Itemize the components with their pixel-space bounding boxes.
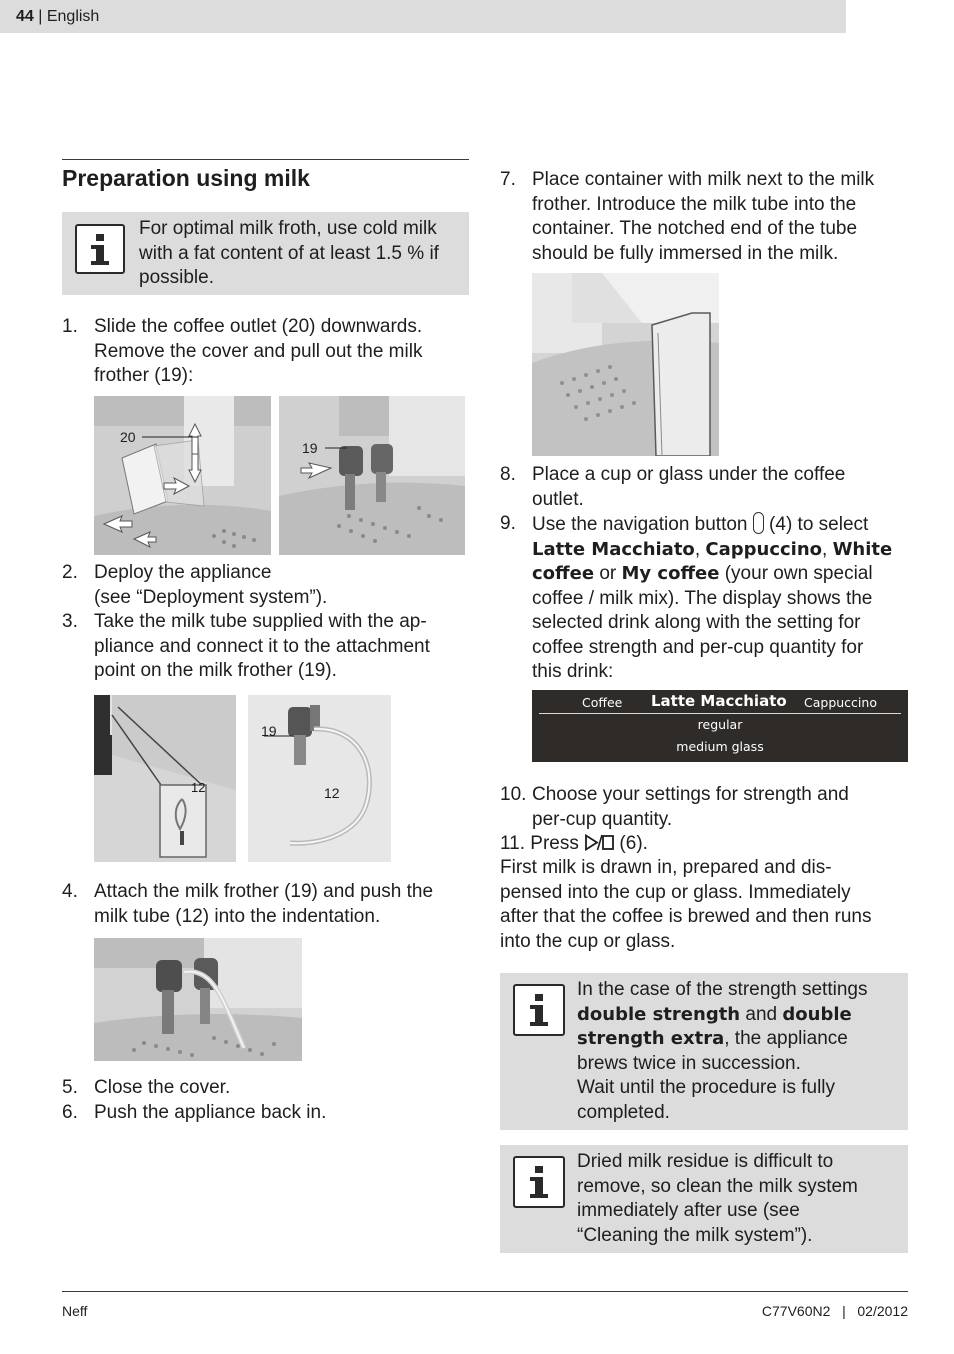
drink-white-coffee: coffee	[532, 563, 595, 584]
step-text	[94, 315, 422, 389]
info-text	[577, 978, 867, 1125]
step-line: outlet.	[532, 488, 584, 510]
info-icon	[513, 1156, 565, 1208]
step-number: 10.	[500, 784, 527, 805]
page-number: 44	[16, 8, 34, 25]
step-line: coffee strength and per-cup quantity for	[532, 636, 864, 658]
footer-brand: Neff	[62, 1303, 88, 1319]
text-run: (4) to select	[763, 514, 869, 535]
step-number: 9.	[500, 513, 516, 534]
step-line: (see “Deployment system”).	[94, 586, 328, 608]
figure-label-12: 12	[191, 780, 206, 795]
step-number: 7.	[500, 169, 516, 190]
step-line	[532, 512, 892, 538]
step-text	[532, 783, 849, 832]
info-line: Wait until the procedure is fully	[577, 1077, 836, 1098]
start-stop-icon	[584, 834, 614, 851]
display-option-right: Cappuccino	[804, 695, 877, 710]
title-rule	[62, 159, 469, 160]
info-box-cold-milk	[62, 212, 469, 295]
step-line: frother. Introduce the milk tube into the	[532, 193, 857, 215]
info-line: In the case of the strength settings	[577, 979, 868, 1000]
info-line: “Cleaning the milk system”).	[577, 1224, 813, 1246]
setting-double-strength-extra: strength extra	[577, 1028, 725, 1049]
step-line: pliance and connect it to the attachment	[94, 635, 430, 657]
step-number: 1.	[62, 316, 78, 337]
figure-label-19: 19	[261, 723, 277, 739]
header-language: English	[46, 8, 100, 25]
text-run: Press	[530, 833, 585, 854]
drink-my-coffee: My coffee	[621, 563, 720, 584]
step-line: container. The notched end of the tube	[532, 218, 858, 239]
footer-rule	[62, 1291, 908, 1292]
setting-double-strength: double strength	[577, 1003, 741, 1025]
text-run: (your own special	[719, 563, 873, 584]
appliance-display	[532, 690, 908, 762]
text-run: , the appliance	[724, 1028, 848, 1049]
text-run: (6).	[614, 833, 648, 854]
step-number: 3.	[62, 611, 78, 632]
info-line: For optimal milk froth, use cold milk	[139, 218, 437, 239]
step-line: Deploy the appliance	[94, 562, 272, 583]
display-strength: regular	[697, 717, 743, 732]
step-line: Attach the milk frother (19) and push the	[94, 881, 434, 902]
text-run: ,	[822, 538, 833, 560]
step-text: Close the cover.	[94, 1077, 231, 1098]
step-line: coffee / milk mix). The display shows the	[532, 587, 873, 609]
info-icon	[75, 224, 125, 274]
step-line: selected drink along with the setting for	[532, 612, 861, 633]
process-description	[500, 856, 908, 954]
setting-double-strength-extra: double	[782, 1003, 852, 1025]
photo-milk-tube-storage	[94, 695, 236, 862]
page-header	[0, 0, 846, 33]
display-divider	[539, 713, 901, 714]
header-separator: |	[33, 8, 47, 25]
info-line: completed.	[577, 1101, 670, 1123]
step-text	[532, 512, 892, 685]
photo-frother-with-tube	[248, 695, 391, 862]
step-text	[532, 168, 874, 266]
info-box-strength	[500, 973, 908, 1130]
info-line	[577, 1003, 867, 1028]
step-line	[532, 562, 892, 587]
info-icon	[513, 984, 565, 1036]
info-line: brews twice in succession.	[577, 1052, 801, 1074]
info-line: with a fat content of at least 1.5 % if	[139, 242, 439, 264]
info-text	[577, 1150, 858, 1248]
step-line: Place container with milk next to the milk	[532, 169, 875, 190]
paragraph-line: First milk is drawn in, prepared and dis-	[500, 857, 832, 878]
section-title: Preparation using milk	[62, 165, 310, 191]
step-line: frother (19):	[94, 365, 194, 386]
step-line: Take the milk tube supplied with the ap-	[94, 611, 427, 632]
photo-coffee-outlet-cover	[94, 396, 271, 555]
text-run: or	[594, 563, 622, 584]
step-number: 5.	[62, 1077, 78, 1098]
step-text: Push the appliance back in.	[94, 1102, 327, 1123]
step-number: 4.	[62, 881, 78, 902]
display-option-left: Coffee	[582, 695, 623, 710]
photo-frother-attached	[94, 938, 302, 1061]
info-line: Dried milk residue is difficult to	[577, 1151, 834, 1172]
footer-info	[762, 1303, 908, 1319]
display-quantity: medium glass	[676, 739, 764, 754]
text-run: ,	[694, 538, 706, 560]
step-line	[532, 538, 892, 563]
step-number: 6.	[62, 1102, 78, 1123]
header-text	[16, 8, 99, 26]
figure-label-12: 12	[324, 785, 340, 801]
info-text	[139, 217, 439, 291]
drink-cappuccino: Cappuccino	[705, 538, 823, 560]
step-line: Slide the coffee outlet (20) downwards.	[94, 316, 423, 337]
info-box-cleaning	[500, 1145, 908, 1253]
info-line	[577, 1027, 867, 1052]
paragraph-line: after that the coffee is brewed and then runs	[500, 906, 872, 927]
step-number: 2.	[62, 562, 78, 583]
step-text	[94, 880, 433, 929]
paragraph-line: into the cup or glass.	[500, 930, 676, 952]
info-line: remove, so clean the milk system	[577, 1175, 858, 1197]
drink-latte-macchiato: Latte Macchiato	[532, 538, 695, 560]
display-option-selected: Latte Macchiato	[651, 692, 787, 710]
step-number: 11.	[500, 833, 526, 854]
footer-separator: |	[830, 1303, 858, 1319]
step-11	[500, 832, 908, 857]
step-line: Choose your settings for strength and	[532, 784, 849, 805]
footer-date: 02/2012	[857, 1303, 908, 1319]
photo-milk-container	[532, 273, 719, 456]
step-text	[532, 463, 845, 512]
step-line: Place a cup or glass under the coffee	[532, 464, 846, 485]
step-text	[94, 561, 327, 610]
paragraph-line: pensed into the cup or glass. Immediately	[500, 881, 851, 903]
step-line: Remove the cover and pull out the milk	[94, 340, 423, 362]
drink-white-coffee: White	[832, 538, 893, 560]
step-line: point on the milk frother (19).	[94, 660, 337, 681]
step-line: should be fully immersed in the milk.	[532, 242, 839, 264]
text-run: and	[740, 1003, 783, 1025]
step-line: per-cup quantity.	[532, 808, 673, 830]
step-text	[94, 610, 430, 684]
text-run: Use the navigation button	[532, 514, 753, 535]
figure-label-19: 19	[302, 440, 318, 456]
info-line: possible.	[139, 267, 214, 288]
photo-milk-frother-removed	[279, 396, 465, 555]
step-line: this drink:	[532, 661, 614, 682]
footer-model: C77V60N2	[761, 1303, 831, 1319]
figure-label-20: 20	[120, 429, 136, 445]
step-number: 8.	[500, 464, 516, 485]
step-line: milk tube (12) into the indentation.	[94, 905, 381, 927]
navigation-button-icon	[753, 512, 764, 534]
info-line: immediately after use (see	[577, 1200, 800, 1221]
